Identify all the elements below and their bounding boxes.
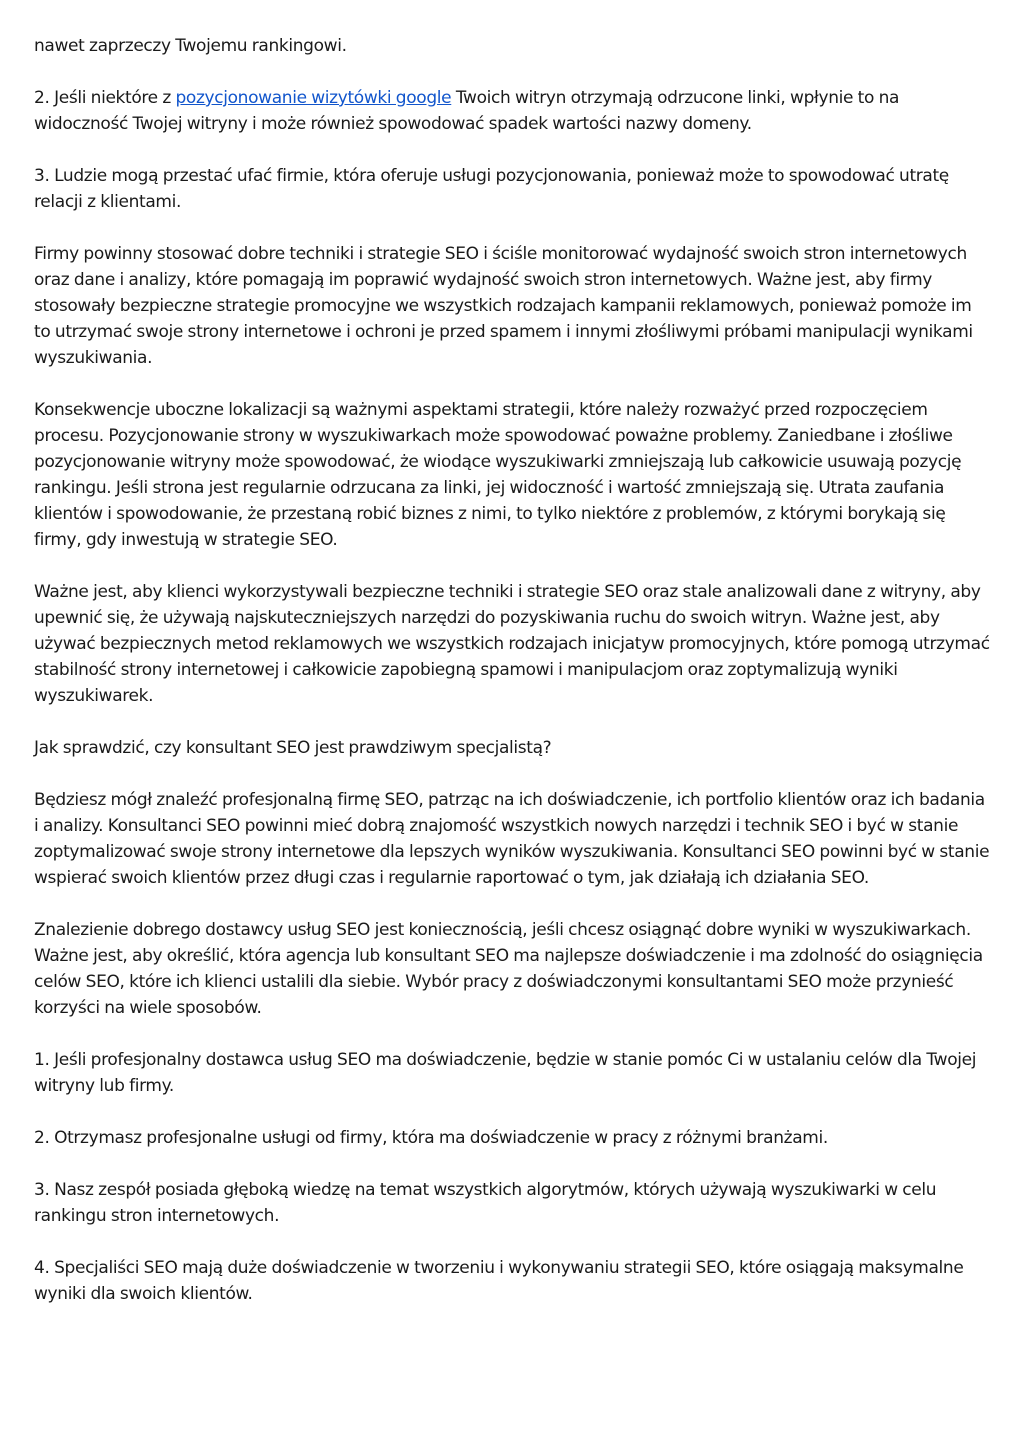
paragraph: nawet zaprzeczy Twojemu rankingowi. bbox=[34, 36, 347, 56]
paragraph: Znalezienie dobrego dostawcy usług SEO jest koniecznością, jeśli chcesz osiągnąć dobre wyniki w wyszukiwarkach. Ważne jest, aby określić, która agencja lub konsultant SEO ma najlepsze doświadczenie i ma zdolność do osiągnięcia celów SEO, które ich klienci ustalili dla siebie. Wybór pracy z doświadczonymi konsultantami SEO może przynieść korzyści na wiele sposobów. bbox=[34, 920, 983, 1018]
paragraph: Firmy powinny stosować dobre techniki i strategie SEO i ściśle monitorować wydajność swoich stron internetowych oraz dane i analizy, które pomagają im poprawić wydajność swoich stron internetowych. Ważne jest, aby firmy stosowały bezpieczne strategie promocyjne we wszystkich rodzajach kampanii reklamowych, ponieważ pomoże im to utrzymać swoje strony internetowe i ochroni je przed spamem i innymi złośliwymi próbami manipulacji wynikami wyszukiwania. bbox=[34, 244, 973, 368]
paragraph bbox=[34, 85, 992, 137]
paragraph: Konsekwencje uboczne lokalizacji są ważnymi aspektami strategii, które należy rozważyć przed rozpoczęciem procesu. Pozycjonowanie strony w wyszukiwarkach może spowodować poważne problemy. Zaniedbane i złośliwe pozycjonowanie witryny może spowodować, że wiodące wyszukiwarki zmniejszają lub całkowicie usuwają pozycję rankingu. Jeśli strona jest regularnie odrzucana za linki, jej widoczność i wartość zmniejszają się. Utrata zaufania klientów i spowodowanie, że przestaną robić biznes z nimi, to tylko niektóre z problemów, z którymi borykają się firmy, gdy inwestują w strategie SEO. bbox=[34, 400, 962, 550]
section-question: Jak sprawdzić, czy konsultant SEO jest prawdziwym specjalistą? bbox=[34, 738, 552, 758]
list-item: 3. Nasz zespół posiada głęboką wiedzę na temat wszystkich algorytmów, których używają wyszukiwarki w celu rankingu stron internetowych. bbox=[34, 1180, 937, 1226]
document-body bbox=[34, 33, 992, 1333]
paragraph: 3. Ludzie mogą przestać ufać firmie, która oferuje usługi pozycjonowania, ponieważ może to spowodować utratę relacji z klientami. bbox=[34, 166, 949, 212]
paragraph-text: Twoich witryn otrzymają odrzucone linki, wpłynie to na widoczność Twojej witryny i może również spowodować spadek wartości nazwy domeny. bbox=[34, 88, 900, 134]
list-item: 2. Otrzymasz profesjonalne usługi od firmy, która ma doświadczenie w pracy z różnymi branżami. bbox=[34, 1128, 828, 1148]
list-item: 4. Specjaliści SEO mają duże doświadczenie w tworzeniu i wykonywaniu strategii SEO, które osiągają maksymalne wyniki dla swoich klientów. bbox=[34, 1258, 964, 1304]
paragraph-text: 2. Jeśli niektóre z bbox=[34, 88, 176, 108]
list-item: 1. Jeśli profesjonalny dostawca usług SEO ma doświadczenie, będzie w stanie pomóc Ci w ustalaniu celów dla Twojej witryny lub firmy. bbox=[34, 1050, 977, 1096]
paragraph: Będziesz mógł znaleźć profesjonalną firmę SEO, patrząc na ich doświadczenie, ich portfolio klientów oraz ich badania i analizy. Konsultanci SEO powinni mieć dobrą znajomość wszystkich nowych narzędzi i technik SEO i być w stanie zoptymalizować swoje strony internetowe dla lepszych wyników wyszukiwania. Konsultanci SEO powinni być w stanie wspierać swoich klientów przez długi czas i regularnie raportować o tym, jak działają ich działania SEO. bbox=[34, 790, 990, 888]
seo-link[interactable]: pozycjonowanie wizytówki google bbox=[175, 88, 452, 108]
paragraph: Ważne jest, aby klienci wykorzystywali bezpieczne techniki i strategie SEO oraz stale analizowali dane z witryny, aby upewnić się, że używają najskuteczniejszych narzędzi do pozyskiwania ruchu do swoich witryn. Ważne jest, aby używać bezpiecznych metod reklamowych we wszystkich rodzajach inicjatyw promocyjnych, które pomogą utrzymać stabilność strony internetowej i całkowicie zapobiegną spamowi i manipulacjom oraz zoptymalizują wyniki wyszukiwarek. bbox=[34, 582, 990, 706]
